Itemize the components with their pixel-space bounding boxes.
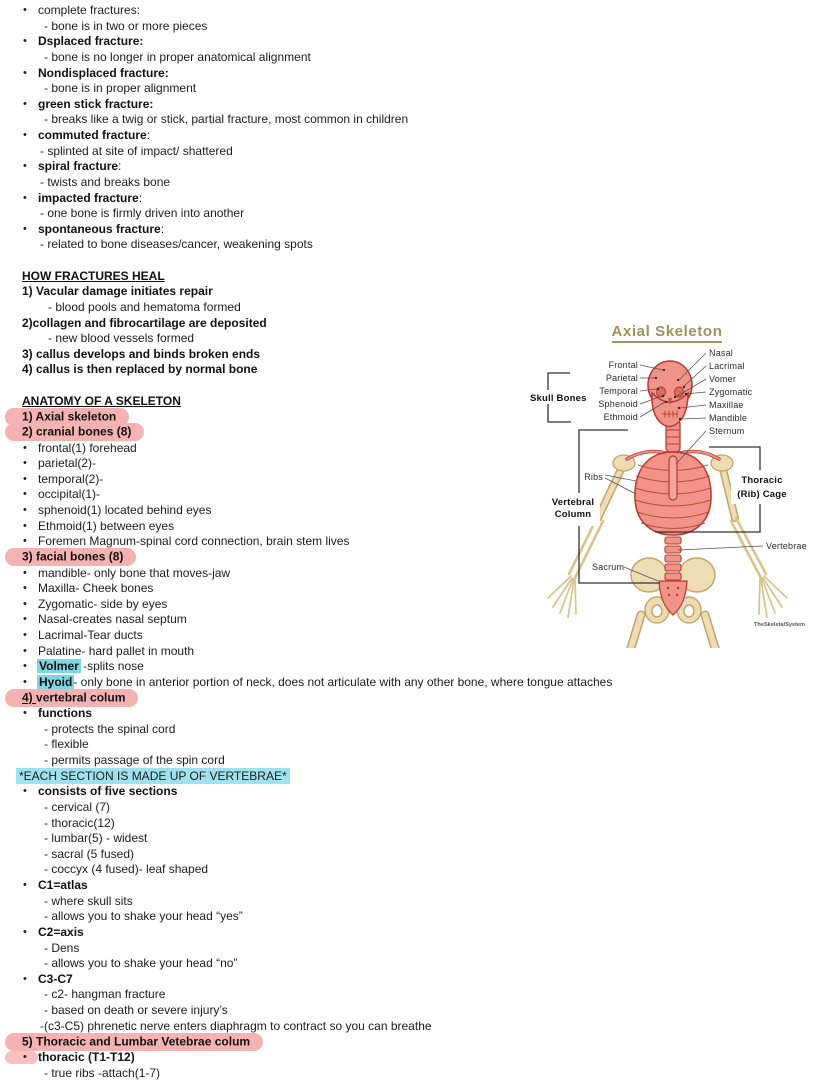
note-line [0,706,828,722]
note-text: parietal(2)- [38,456,97,471]
note-line [0,19,828,35]
note-text: temporal(2)- [38,471,104,486]
note-text: complete fractures: [38,3,141,17]
note-text: - bone is in two or more pieces [44,18,208,33]
note-text: Dsplaced fracture: [38,34,144,49]
note-line [0,878,828,894]
bullet-icon: • [23,644,27,657]
note-text: Ethmoid(1) between eyes [38,518,175,533]
note-text: - c2- hangman fracture [44,987,166,1002]
bullet-icon: • [23,129,27,141]
note-line [0,300,828,316]
pink-highlight [5,689,138,707]
note-line [0,737,828,753]
note-line [0,831,828,847]
label-vertebral-column-1: Vertebral [551,497,595,508]
note-text: 2)collagen and fibrocartilage are deposited [22,315,267,330]
skull-bones-label: Skull Bones [530,393,587,404]
label-ethmoid: Ethmoid [603,412,638,422]
note-text: Volmer [39,659,79,674]
note-line [0,3,828,19]
note-line [0,284,828,300]
label-temporal: Temporal [599,386,638,396]
note-text: vertebral colum [36,690,126,705]
label-lacrimal: Lacrimal [709,361,745,371]
bullet-icon: • [23,35,27,48]
note-text: - one bone is firmly driven into another [40,206,245,221]
bullet-icon: • [23,441,27,454]
note-line [0,112,828,128]
note-line [0,1019,828,1035]
note-line [0,206,828,222]
bullet-icon: • [23,191,27,204]
note-text: *EACH SECTION IS MADE UP OF VERTEBRAE* [16,768,290,784]
note-text: spontaneous fracture [38,221,161,236]
note-line [0,862,828,878]
note-line [0,1034,828,1050]
bullet-icon: • [23,519,27,532]
note-line [0,50,828,66]
note-text: - new blood vessels formed [48,331,195,346]
note-line [0,956,828,972]
bullet-icon: • [23,457,27,470]
note-line [0,1066,828,1082]
note-text: 1) Vacular damage initiates repair [22,284,213,299]
pink-highlight-blob [5,1051,38,1064]
note-text: 2) cranial bones (8) [22,424,132,439]
note-line [0,925,828,941]
bullet-icon: • [23,535,27,548]
note-text: - bone is in proper alignment [44,81,197,96]
label-sternum: Sternum [709,426,745,436]
bullet-icon: • [23,504,27,516]
note-line [0,81,828,97]
note-text: - allows you to shake your head “yes” [44,909,243,924]
note-text: : [146,128,151,142]
label-ribs: Ribs [584,472,603,482]
bullet-icon: • [23,566,27,579]
bullet-icon: • [23,488,27,501]
note-line [0,97,828,113]
bullet-icon: • [23,785,27,798]
note-text: - blood pools and hematoma formed [48,299,241,314]
note-text: - only bone in anterior portion of neck, does not articulate with any other bone, where tongue attaches [73,674,613,689]
bullet-icon: • [23,582,27,595]
note-text: - permits passage of the spin cord [44,753,225,767]
note-text: Lacrimal-Tear ducts [38,628,143,642]
bullet-icon: • [23,707,27,720]
note-line [0,237,828,253]
note-text: - based on death or severe injury’s [44,1003,228,1017]
note-text: - related to bone diseases/cancer, weakening spots [40,237,313,252]
bullet-icon: • [23,1050,27,1063]
note-text: consists of five sections [38,784,178,799]
note-line [0,175,828,191]
lumbar-spine [665,537,681,580]
note-text: Zygomatic- side by eyes [38,596,168,611]
pink-highlight [5,1033,263,1051]
bullet-icon: • [23,972,27,985]
note-text: functions [38,706,92,721]
axial-skeleton-diagram [528,318,828,648]
note-text: - flexible [44,737,89,752]
note-text: - breaks like a twig or stick, partial fracture, most common in children [44,112,409,127]
label-vertebral-column-2: Column [554,509,592,520]
label-sphenoid: Sphenoid [598,399,638,409]
note-text: -splits nose [79,659,144,674]
note-text: C2=axis [38,924,84,939]
bullet-icon: • [23,597,27,610]
note-text: Foremen Magnum-spinal cord connection, brain stem lives [38,534,350,549]
note-text: Nasal-creates nasal septum [38,612,187,627]
pink-highlight [5,548,136,566]
note-text: sphenoid(1) located behind eyes [38,503,212,517]
note-line [0,66,828,82]
bullet-icon: • [23,925,27,938]
diagram-title: Axial Skeleton [528,323,806,340]
bullet-icon: • [23,675,27,688]
label-thoracic-cage-2: (Rib) Cage [737,489,787,500]
note-text: - true ribs -attach(1-7) [44,1065,161,1080]
note-text: occipital(1)- [38,487,101,502]
bullet-icon: • [23,160,27,173]
note-line [0,847,828,863]
bullet-icon: • [23,879,27,891]
note-text: - sacral (5 fused) [44,846,135,861]
note-line [0,784,828,800]
label-sacrum: Sacrum [592,562,625,572]
note-text: ANATOMY OF A SKELETON [22,393,181,408]
note-line [0,941,828,957]
note-text: - lumbar(5) - widest [44,831,148,846]
label-vertebrae: Vertebrae [766,541,807,551]
label-nasal: Nasal [709,348,734,358]
note-text: : [160,221,165,236]
note-line [0,159,828,175]
label-mandible: Mandible [709,413,748,423]
note-line [0,222,828,238]
note-text: 3) facial bones (8) [22,549,124,564]
section-heading [0,269,828,285]
pink-highlight [5,423,144,441]
bullet-icon: • [23,4,27,16]
bullet-icon: • [23,222,27,235]
axial-skeleton-figure [528,318,828,648]
note-text: C3-C7 [38,971,73,986]
label-thoracic-cage-1: Thoracic [741,475,783,486]
label-frontal: Frontal [608,360,638,370]
note-text: - protects the spinal cord [44,721,176,736]
note-line [0,1003,828,1019]
label-parietal: Parietal [605,373,638,383]
label-vomer: Vomer [709,374,737,384]
note-line [0,1050,828,1066]
note-text: : [118,159,122,174]
note-line [0,972,828,988]
note-line [0,144,828,160]
note-line [0,894,828,910]
note-text: - where skull sits [44,893,133,908]
note-text: green stick fracture: [38,96,154,111]
note-text: 1) Axial skeleton [22,409,117,424]
note-text: Nondisplaced fracture: [38,65,169,80]
bullet-icon: • [23,97,27,110]
note-text: Hyoid [39,674,73,689]
note-line [0,987,828,1003]
note-text: - allows you to shake your head “no” [44,956,238,971]
note-line [0,909,828,925]
note-text: Maxilla- Cheek bones [38,581,154,596]
note-text: - Dens [44,940,80,955]
note-text: 3) callus develops and binds broken ends [22,346,261,361]
note-line [0,253,828,269]
note-text: - twists and breaks bone [40,174,171,189]
note-text: thoracic (T1-T12) [38,1049,135,1064]
bullet-icon: • [23,472,27,485]
note-text: : [138,190,143,205]
bullet-icon: • [23,66,27,79]
note-line [0,691,828,707]
note-line [0,34,828,50]
bullet-icon: • [23,660,27,673]
sternum-bone [669,456,677,500]
note-text: Palatine- hard pallet in mouth [38,643,195,658]
note-text: impacted fracture [38,190,139,205]
note-line [0,659,828,675]
note-text: - bone is no longer in proper anatomical alignment [44,49,311,64]
watermark: TheSkeletalSystem [754,622,805,628]
note-line [0,722,828,738]
note-text: mandible- only bone that moves-jaw [38,565,231,580]
note-text: HOW FRACTURES HEAL [22,268,165,283]
note-line [0,816,828,832]
note-text: - thoracic(12) [44,815,115,830]
note-line [0,769,828,785]
note-line [0,753,828,769]
note-line [0,191,828,207]
note-line [0,800,828,816]
note-text: -(c3-C5) phrenetic nerve enters diaphragm to contract so you can breathe [40,1018,432,1033]
note-text: spiral fracture [38,159,119,174]
note-line [0,128,828,144]
label-zygomatic: Zygomatic [709,387,753,397]
note-text: - coccyx (4 fused)- leaf shaped [44,862,209,877]
label-maxillae: Maxillae [709,400,744,410]
note-text: 4) callus is then replaced by normal bone [22,362,258,377]
note-text: commuted fracture [38,128,147,142]
note-text: 5) Thoracic and Lumbar Vetebrae colum [22,1034,251,1049]
note-text: 4) [22,690,37,705]
bullet-icon: • [23,613,27,626]
note-text: C1=atlas [38,878,88,892]
note-text: frontal(1) forehead [38,440,137,455]
note-text: - cervical (7) [44,799,111,814]
note-text: - splinted at site of impact/ shattered [40,143,233,158]
bullet-icon: • [23,629,27,641]
